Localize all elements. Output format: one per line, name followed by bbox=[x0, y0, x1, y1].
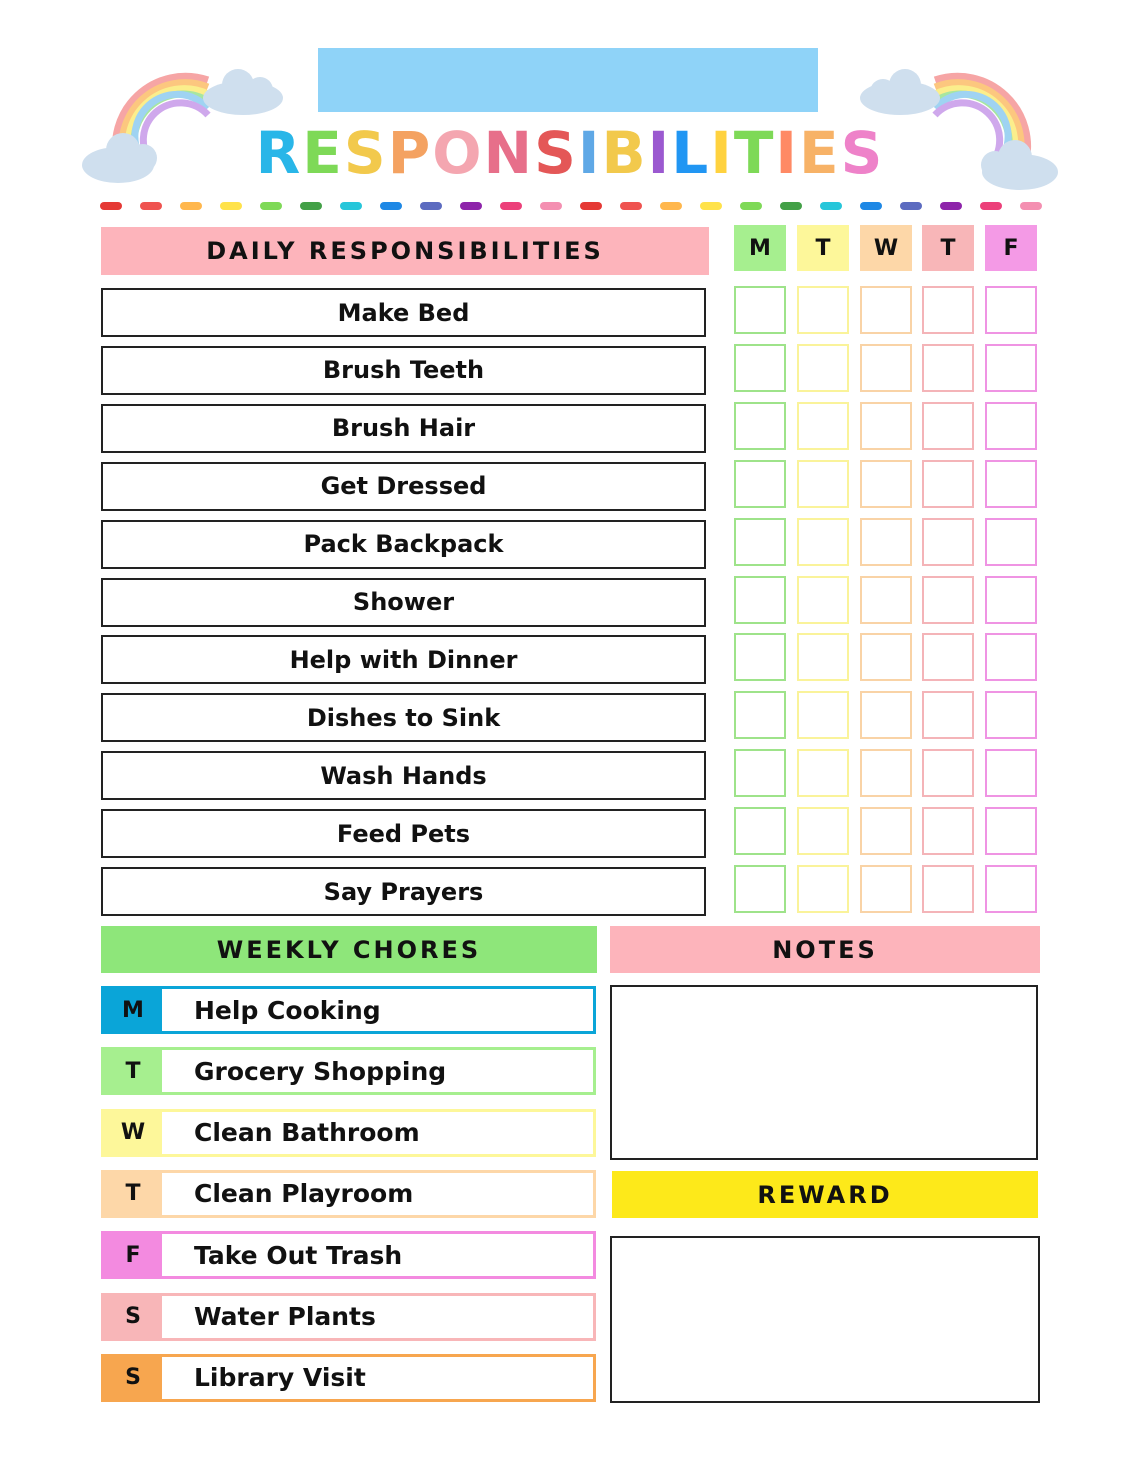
task-checkbox[interactable] bbox=[985, 633, 1037, 681]
task-checkbox[interactable] bbox=[797, 807, 849, 855]
dotted-divider bbox=[100, 202, 1045, 214]
divider-dot bbox=[900, 202, 922, 210]
chore-task-label: Help Cooking bbox=[162, 989, 593, 1031]
task-checkbox[interactable] bbox=[922, 518, 974, 566]
divider-dot bbox=[340, 202, 362, 210]
day-header: F bbox=[985, 225, 1037, 271]
name-field[interactable] bbox=[318, 48, 818, 112]
daily-task-row: Make Bed bbox=[101, 288, 706, 337]
task-checkbox[interactable] bbox=[734, 807, 786, 855]
divider-dot bbox=[220, 202, 242, 210]
weekly-chore-row bbox=[101, 1170, 596, 1218]
task-checkbox[interactable] bbox=[860, 286, 912, 334]
task-checkbox[interactable] bbox=[734, 286, 786, 334]
task-checkbox[interactable] bbox=[734, 749, 786, 797]
task-checkbox[interactable] bbox=[797, 865, 849, 913]
daily-task-row: Say Prayers bbox=[101, 867, 706, 916]
task-checkbox[interactable] bbox=[985, 865, 1037, 913]
reward-header: REWARD bbox=[612, 1171, 1038, 1218]
daily-task-row: Wash Hands bbox=[101, 751, 706, 800]
title-letter: E bbox=[302, 119, 344, 187]
divider-dot bbox=[580, 202, 602, 210]
title-letter: B bbox=[601, 119, 648, 187]
chore-task-label: Water Plants bbox=[162, 1296, 593, 1338]
weekly-chores-header: WEEKLY CHORES bbox=[101, 926, 597, 973]
title-letter: O bbox=[432, 119, 484, 187]
task-checkbox[interactable] bbox=[797, 286, 849, 334]
task-checkbox[interactable] bbox=[985, 402, 1037, 450]
task-checkbox[interactable] bbox=[734, 344, 786, 392]
task-checkbox[interactable] bbox=[797, 518, 849, 566]
daily-task-row: Help with Dinner bbox=[101, 635, 706, 684]
title-letter: T bbox=[733, 119, 776, 187]
chore-day-label: F bbox=[104, 1234, 162, 1276]
task-checkbox[interactable] bbox=[734, 691, 786, 739]
weekly-chore-row bbox=[101, 986, 596, 1034]
chore-task-label: Grocery Shopping bbox=[162, 1050, 593, 1092]
day-header: T bbox=[922, 225, 974, 271]
notes-box[interactable] bbox=[610, 985, 1038, 1160]
task-checkbox[interactable] bbox=[860, 344, 912, 392]
title-letter: I bbox=[710, 119, 734, 187]
task-checkbox[interactable] bbox=[985, 518, 1037, 566]
daily-task-row: Dishes to Sink bbox=[101, 693, 706, 742]
task-checkbox[interactable] bbox=[860, 576, 912, 624]
divider-dot bbox=[300, 202, 322, 210]
daily-task-row: Shower bbox=[101, 578, 706, 627]
task-checkbox[interactable] bbox=[797, 344, 849, 392]
divider-dot bbox=[660, 202, 682, 210]
divider-dot bbox=[500, 202, 522, 210]
divider-dot bbox=[980, 202, 1002, 210]
daily-task-row: Feed Pets bbox=[101, 809, 706, 858]
chore-day-label: T bbox=[104, 1173, 162, 1215]
task-checkbox[interactable] bbox=[922, 286, 974, 334]
task-checkbox[interactable] bbox=[860, 460, 912, 508]
task-checkbox[interactable] bbox=[922, 402, 974, 450]
task-checkbox[interactable] bbox=[985, 286, 1037, 334]
daily-task-row: Pack Backpack bbox=[101, 520, 706, 569]
day-header: W bbox=[860, 225, 912, 271]
divider-dot bbox=[100, 202, 122, 210]
task-checkbox[interactable] bbox=[860, 807, 912, 855]
title-letter: I bbox=[577, 119, 602, 187]
title-letter: I bbox=[775, 119, 799, 187]
chore-day-label: S bbox=[104, 1357, 162, 1399]
chore-day-label: W bbox=[104, 1112, 162, 1154]
task-checkbox[interactable] bbox=[922, 576, 974, 624]
divider-dot bbox=[820, 202, 842, 210]
chore-task-label: Clean Bathroom bbox=[162, 1112, 593, 1154]
page-title bbox=[0, 120, 1140, 186]
divider-dot bbox=[460, 202, 482, 210]
task-checkbox[interactable] bbox=[922, 344, 974, 392]
notes-header: NOTES bbox=[610, 926, 1040, 973]
task-checkbox[interactable] bbox=[985, 807, 1037, 855]
weekly-chore-row bbox=[101, 1293, 596, 1341]
task-checkbox[interactable] bbox=[734, 633, 786, 681]
divider-dot bbox=[860, 202, 882, 210]
task-checkbox[interactable] bbox=[860, 865, 912, 913]
weekly-chore-row bbox=[101, 1109, 596, 1157]
task-checkbox[interactable] bbox=[797, 460, 849, 508]
task-checkbox[interactable] bbox=[734, 865, 786, 913]
task-checkbox[interactable] bbox=[922, 749, 974, 797]
daily-task-row: Brush Teeth bbox=[101, 346, 706, 395]
divider-dot bbox=[420, 202, 442, 210]
divider-dot bbox=[540, 202, 562, 210]
chore-day-label: S bbox=[104, 1296, 162, 1338]
task-checkbox[interactable] bbox=[734, 402, 786, 450]
title-letter: I bbox=[647, 119, 672, 187]
task-checkbox[interactable] bbox=[860, 633, 912, 681]
task-checkbox[interactable] bbox=[860, 402, 912, 450]
task-checkbox[interactable] bbox=[797, 633, 849, 681]
task-checkbox[interactable] bbox=[985, 460, 1037, 508]
reward-box[interactable] bbox=[610, 1236, 1040, 1403]
task-checkbox[interactable] bbox=[860, 691, 912, 739]
daily-responsibilities-header: DAILY RESPONSIBILITIES bbox=[101, 227, 709, 275]
divider-dot bbox=[140, 202, 162, 210]
task-checkbox[interactable] bbox=[922, 807, 974, 855]
task-checkbox[interactable] bbox=[860, 749, 912, 797]
task-checkbox[interactable] bbox=[797, 749, 849, 797]
divider-dot bbox=[940, 202, 962, 210]
chore-task-label: Take Out Trash bbox=[162, 1234, 593, 1276]
title-letter: L bbox=[671, 119, 711, 187]
weekly-chore-row bbox=[101, 1354, 596, 1402]
day-header: M bbox=[734, 225, 786, 271]
chore-day-label: T bbox=[104, 1050, 162, 1092]
task-checkbox[interactable] bbox=[922, 460, 974, 508]
divider-dot bbox=[740, 202, 762, 210]
chore-task-label: Library Visit bbox=[162, 1357, 593, 1399]
task-checkbox[interactable] bbox=[797, 691, 849, 739]
task-checkbox[interactable] bbox=[860, 518, 912, 566]
chore-task-label: Clean Playroom bbox=[162, 1173, 593, 1215]
divider-dot bbox=[1020, 202, 1042, 210]
divider-dot bbox=[180, 202, 202, 210]
task-checkbox[interactable] bbox=[985, 344, 1037, 392]
task-checkbox[interactable] bbox=[922, 633, 974, 681]
task-checkbox[interactable] bbox=[734, 460, 786, 508]
divider-dot bbox=[700, 202, 722, 210]
chore-day-label: M bbox=[104, 989, 162, 1031]
day-header: T bbox=[797, 225, 849, 271]
title-letter: S bbox=[534, 119, 578, 187]
title-letter: S bbox=[343, 119, 388, 187]
weekly-chore-row bbox=[101, 1047, 596, 1095]
task-checkbox[interactable] bbox=[734, 518, 786, 566]
weekly-chore-row bbox=[101, 1231, 596, 1279]
task-checkbox[interactable] bbox=[734, 576, 786, 624]
task-checkbox[interactable] bbox=[797, 576, 849, 624]
title-letter: N bbox=[483, 119, 535, 187]
task-checkbox[interactable] bbox=[985, 749, 1037, 797]
task-checkbox[interactable] bbox=[922, 865, 974, 913]
title-letter: E bbox=[798, 119, 841, 187]
divider-dot bbox=[380, 202, 402, 210]
divider-dot bbox=[260, 202, 282, 210]
task-checkbox[interactable] bbox=[985, 576, 1037, 624]
task-checkbox[interactable] bbox=[922, 691, 974, 739]
title-letter: S bbox=[840, 119, 885, 187]
title-letter: P bbox=[387, 119, 433, 187]
divider-dot bbox=[620, 202, 642, 210]
task-checkbox[interactable] bbox=[985, 691, 1037, 739]
daily-task-row: Get Dressed bbox=[101, 462, 706, 511]
daily-task-row: Brush Hair bbox=[101, 404, 706, 453]
task-checkbox[interactable] bbox=[797, 402, 849, 450]
divider-dot bbox=[780, 202, 802, 210]
title-letter: R bbox=[255, 119, 303, 187]
